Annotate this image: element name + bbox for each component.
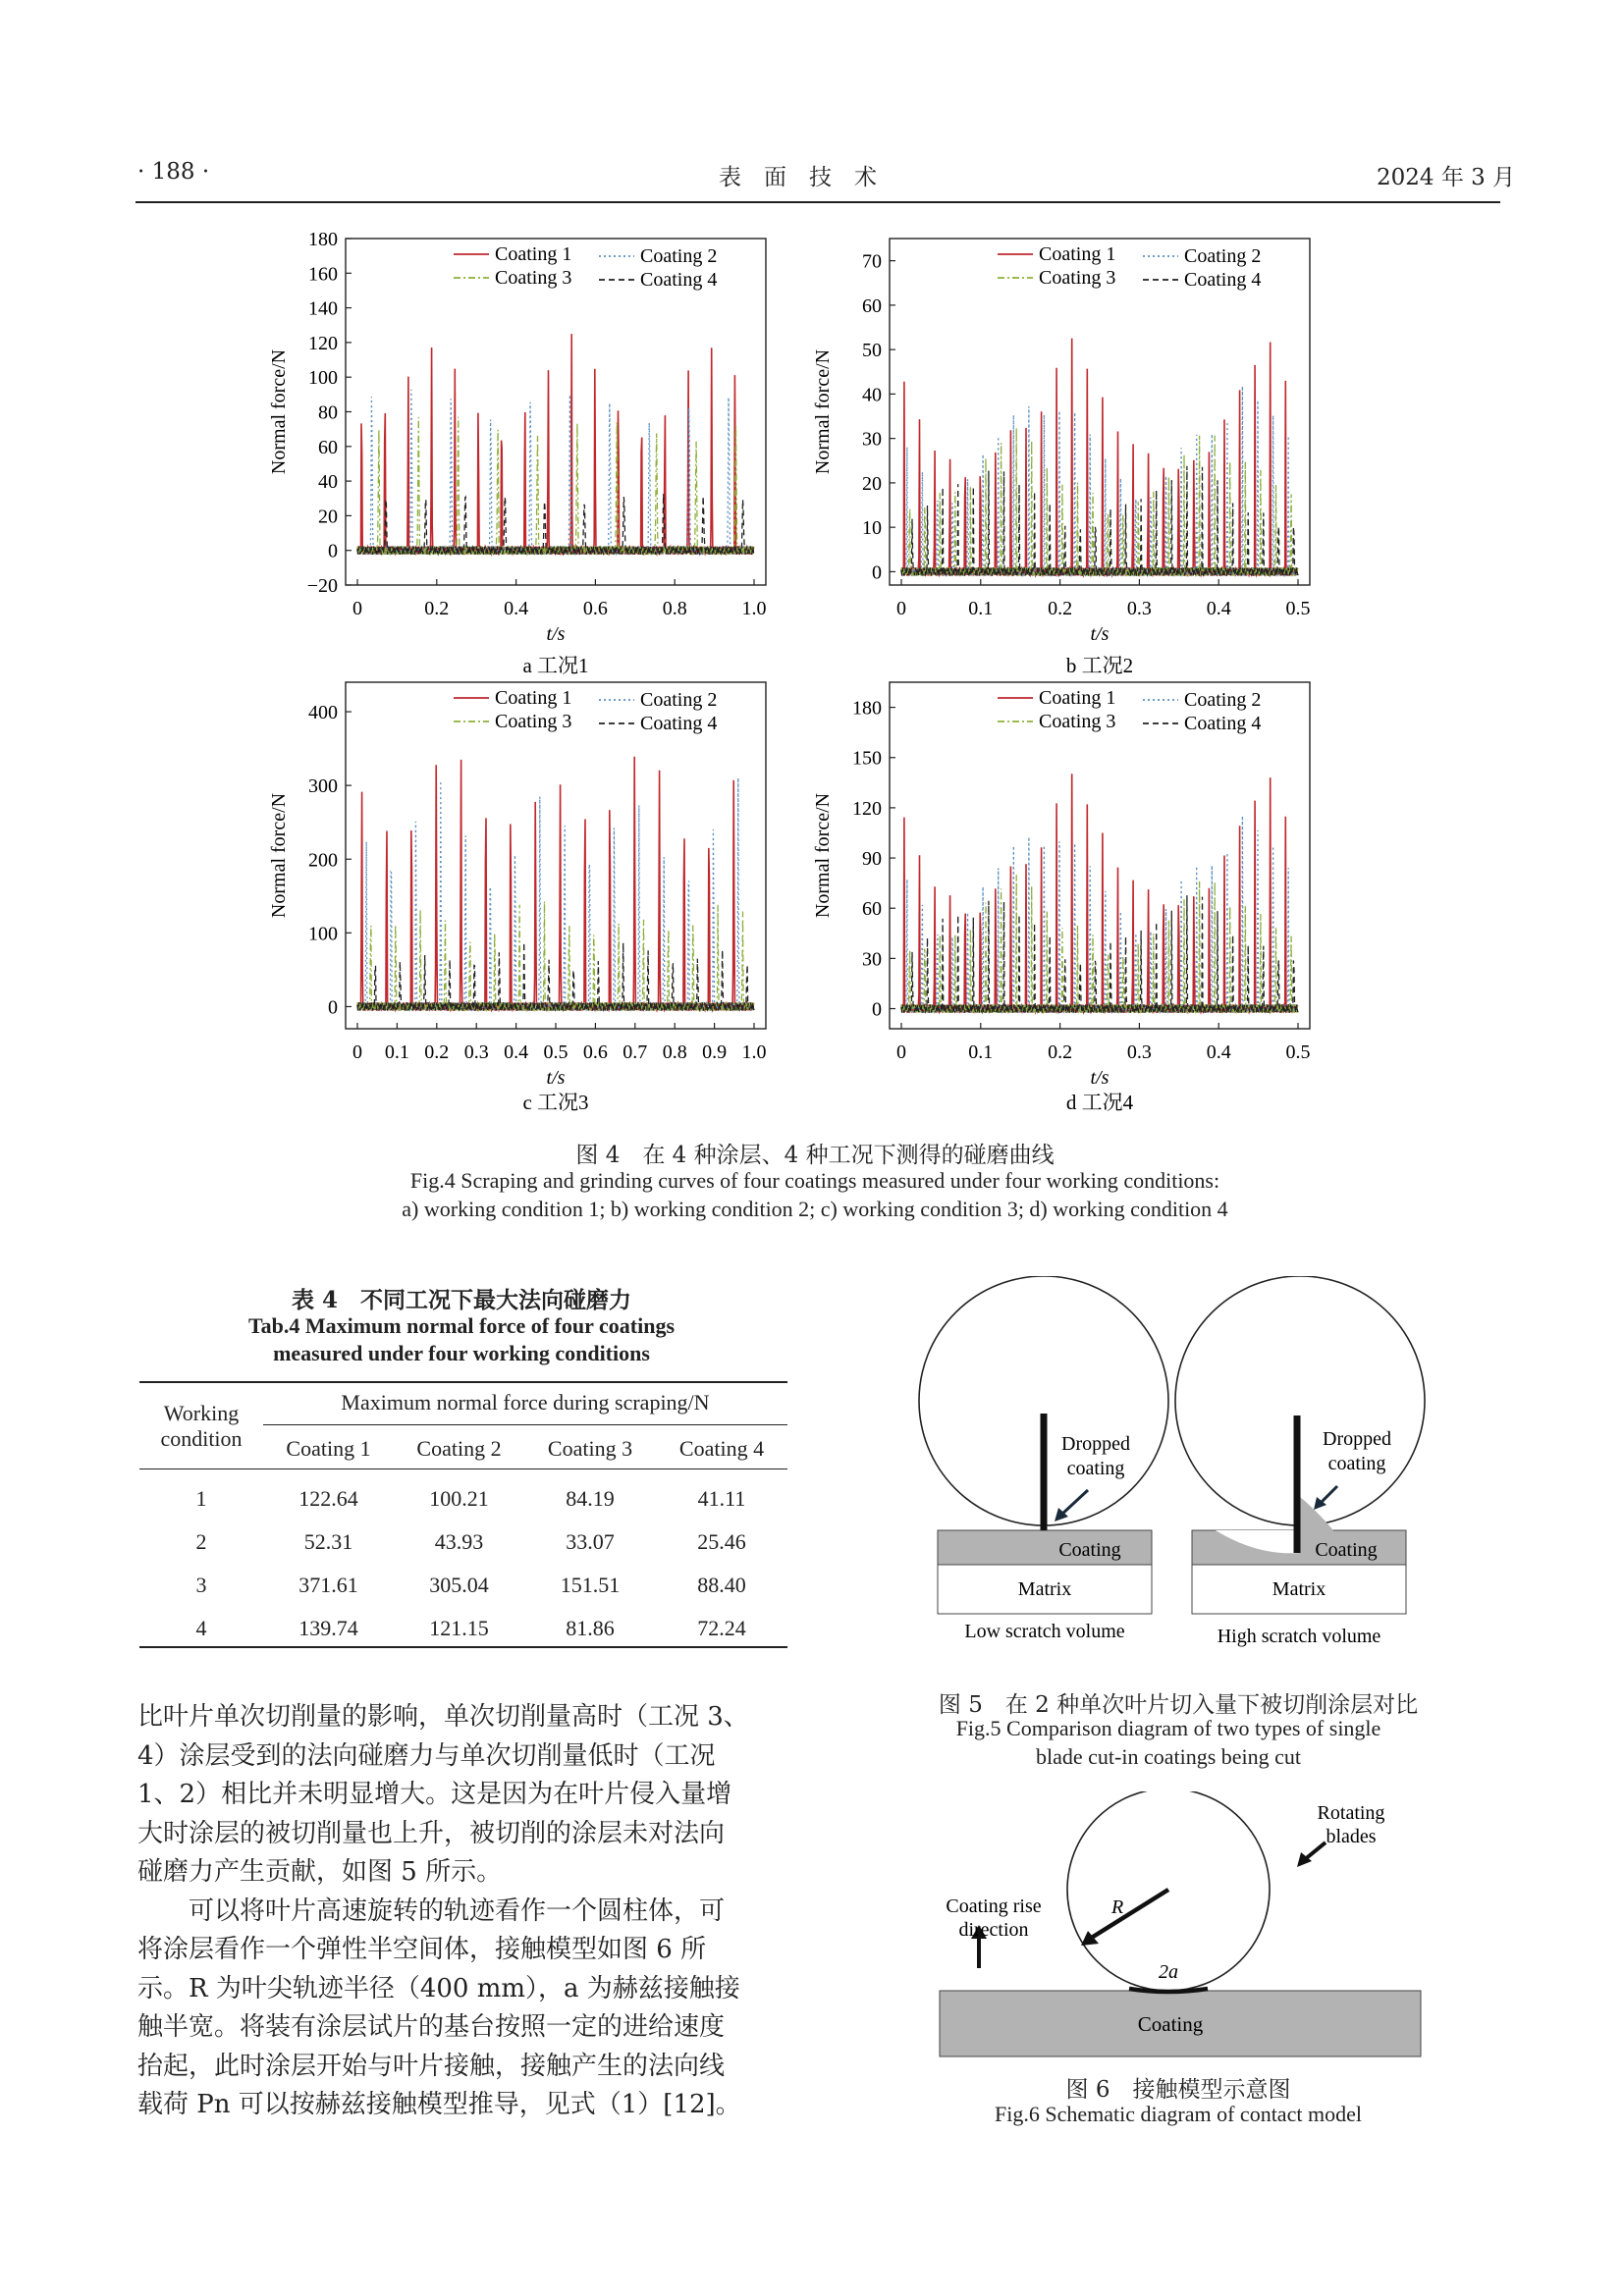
body-line: 抬起，此时涂层开始与叶片接触，接触产生的法向线 xyxy=(137,2051,726,2081)
page-number: · 188 · xyxy=(137,159,210,185)
table-cell: 72.24 xyxy=(697,1616,746,1640)
rotating-label-2: blades xyxy=(1326,1826,1377,1847)
legend-label: Coating 4 xyxy=(1184,269,1262,291)
body-line: 可以将叶片高速旋转的轨迹看作一个圆柱体，可 xyxy=(137,1896,726,1926)
legend-label: Coating 3 xyxy=(1039,711,1116,732)
coating-label: Coating xyxy=(1137,2012,1204,2036)
x-tick-label: 0.4 xyxy=(504,1041,529,1063)
table-cell: 121.15 xyxy=(429,1616,489,1640)
rotating-label-1: Rotating xyxy=(1317,1802,1385,1824)
table-4-title-zh: 表 4 不同工况下最大法向碰磨力 xyxy=(291,1287,631,1313)
y-tick-label: 100 xyxy=(308,923,338,945)
coating-label: Coating xyxy=(1315,1539,1378,1561)
legend xyxy=(454,687,717,734)
rise-label-2: direction xyxy=(958,1919,1029,1941)
body-line: 示。R 为叶尖轨迹半径（400 mm），a 为赫兹接触接 xyxy=(137,1973,740,2003)
radius-label: R xyxy=(1111,1896,1124,1918)
y-tick-label: −20 xyxy=(306,575,338,597)
body-line: 将涂层看作一个弹性半空间体，接触模型如图 6 所 xyxy=(137,1935,707,1964)
x-tick-label: 0.1 xyxy=(968,598,994,619)
legend-label: Coating 1 xyxy=(495,687,572,709)
y-tick-label: 30 xyxy=(862,948,882,971)
table-4-col-header: Coating 1 xyxy=(286,1436,371,1461)
legend-label: Coating 4 xyxy=(1184,713,1262,734)
x-tick-label: 0.2 xyxy=(1048,1041,1073,1063)
table-4-col-header: Coating 3 xyxy=(547,1436,633,1461)
figure-5-caption-zh: 图 5 在 2 种单次叶片切入量下被切削涂层对比 xyxy=(938,1692,1419,1718)
figure-5-caption-en-2: blade cut-in coatings being cut xyxy=(1035,1744,1302,1769)
table-4-stub-header-1: Working xyxy=(163,1401,240,1425)
legend-label: Coating 1 xyxy=(1039,243,1116,265)
table-row xyxy=(139,1477,787,1521)
chart-panel-b xyxy=(812,239,1311,677)
x-tick-label: 0.8 xyxy=(662,1041,687,1063)
figure-6-diagram xyxy=(923,1791,1434,2066)
x-tick-label: 1.0 xyxy=(741,1041,767,1063)
x-tick-label: 0.1 xyxy=(384,1041,409,1063)
legend-label: Coating 3 xyxy=(1039,267,1116,289)
y-tick-label: 10 xyxy=(862,517,882,540)
x-tick-label: 0.2 xyxy=(1048,598,1073,619)
legend-label: Coating 2 xyxy=(1184,245,1262,267)
body-line: 比叶片单次切削量的影响，单次切削量高时（工况 3、 xyxy=(137,1702,749,1732)
table-4-col-header: Coating 2 xyxy=(416,1436,502,1461)
body-line: 1、2）相比并未明显增大。这是因为在叶片侵入量增 xyxy=(137,1780,732,1809)
x-tick-label: 0 xyxy=(896,598,906,619)
contact-width-label: 2a xyxy=(1159,1961,1178,1983)
table-cell: 139.74 xyxy=(298,1616,358,1640)
x-tick-label: 0.4 xyxy=(1206,598,1231,619)
low-scratch-diagram xyxy=(919,1276,1168,1642)
table-cell: 81.86 xyxy=(566,1616,615,1640)
table-cell: 41.11 xyxy=(697,1486,746,1511)
y-tick-label: 20 xyxy=(318,506,338,528)
x-tick-label: 0.6 xyxy=(582,598,608,619)
y-axis-label: Normal force/N xyxy=(268,792,290,919)
header-rule xyxy=(135,201,1500,203)
x-tick-label: 0.4 xyxy=(504,598,529,619)
y-tick-label: 200 xyxy=(308,849,338,872)
chart-panel-c xyxy=(268,682,767,1114)
legend xyxy=(998,243,1261,291)
table-cell: 4 xyxy=(195,1616,207,1640)
subplot-label: a 工况1 xyxy=(522,654,589,677)
table-4-header-row xyxy=(139,1432,787,1466)
y-tick-label: 180 xyxy=(852,697,882,720)
high-scratch-diagram xyxy=(1175,1276,1425,1647)
y-tick-label: 60 xyxy=(862,898,882,921)
body-line: 碰磨力产生贡献，如图 5 所示。 xyxy=(137,1857,503,1887)
x-tick-label: 0.9 xyxy=(702,1041,728,1063)
body-line: 触半宽。将装有涂层试片的基台按照一定的进给速度 xyxy=(137,2012,726,2042)
y-tick-label: 40 xyxy=(318,471,338,494)
subplot-label: b 工况2 xyxy=(1065,654,1134,677)
dropped-label-1: Dropped xyxy=(1061,1433,1130,1455)
y-tick-label: 100 xyxy=(308,367,338,390)
table-row xyxy=(139,1564,787,1607)
x-tick-label: 0.4 xyxy=(1206,1041,1231,1063)
y-tick-label: 300 xyxy=(308,775,338,798)
figure-4-charts xyxy=(255,221,1384,1129)
series-line-2 xyxy=(357,778,754,1011)
y-tick-label: 0 xyxy=(328,540,338,562)
legend-label: Coating 2 xyxy=(640,245,718,267)
y-axis-label: Normal force/N xyxy=(268,348,290,475)
legend-label: Coating 2 xyxy=(640,689,718,711)
x-tick-label: 0.5 xyxy=(1285,1041,1311,1063)
y-tick-label: 70 xyxy=(862,250,882,273)
y-tick-label: 60 xyxy=(862,294,882,317)
y-tick-label: 0 xyxy=(328,996,338,1019)
figure-5-diagram xyxy=(903,1276,1434,1669)
table-cell: 2 xyxy=(195,1529,207,1554)
legend xyxy=(454,243,717,291)
table-cell: 371.61 xyxy=(298,1573,358,1597)
body-text xyxy=(137,1698,795,2125)
y-tick-label: 160 xyxy=(308,263,338,286)
table-4-span-header: Maximum normal force during scraping/N xyxy=(341,1390,710,1415)
x-tick-label: 0 xyxy=(352,1041,362,1063)
table-cell: 151.51 xyxy=(560,1573,621,1597)
x-axis-label: t/s xyxy=(1090,623,1110,645)
y-axis-label: Normal force/N xyxy=(812,792,834,919)
table-cell: 84.19 xyxy=(566,1486,615,1511)
subplot-label: c 工况3 xyxy=(522,1091,589,1114)
high-scratch-label: High scratch volume xyxy=(1217,1626,1381,1647)
x-axis-label: t/s xyxy=(1090,1067,1110,1089)
x-tick-label: 0.6 xyxy=(582,1041,608,1063)
figure-5-caption-en-1: Fig.5 Comparison diagram of two types of single xyxy=(955,1716,1381,1740)
y-tick-label: 90 xyxy=(862,848,882,871)
x-tick-label: 0.2 xyxy=(424,598,450,619)
y-tick-label: 150 xyxy=(852,747,882,770)
y-tick-label: 40 xyxy=(862,384,882,406)
y-tick-label: 30 xyxy=(862,428,882,451)
series-line-4 xyxy=(357,942,754,1011)
series-line-3 xyxy=(357,901,754,1010)
y-tick-label: 400 xyxy=(308,702,338,724)
chart-panel-d xyxy=(812,682,1311,1114)
table-cell: 305.04 xyxy=(429,1573,489,1597)
x-tick-label: 0.2 xyxy=(424,1041,450,1063)
series-line-1 xyxy=(901,774,1298,1013)
y-axis-label: Normal force/N xyxy=(812,348,834,475)
legend-label: Coating 2 xyxy=(1184,689,1262,711)
y-tick-label: 20 xyxy=(862,472,882,495)
table-cell: 43.93 xyxy=(434,1529,484,1554)
x-tick-label: 0.3 xyxy=(1126,598,1152,619)
low-scratch-label: Low scratch volume xyxy=(964,1621,1125,1642)
x-tick-label: 0.3 xyxy=(463,1041,489,1063)
table-cell: 1 xyxy=(195,1486,207,1511)
table-cell: 122.64 xyxy=(298,1486,358,1511)
series-line-1 xyxy=(357,334,754,555)
matrix-label: Matrix xyxy=(1017,1578,1072,1600)
x-tick-label: 0.7 xyxy=(623,1041,648,1063)
x-axis-label: t/s xyxy=(546,1067,566,1089)
figure-4-caption-en-2: a) working condition 1; b) working condition 2; c) working condition 3; d) working condition 4 xyxy=(402,1197,1228,1221)
dropped-label-2: coating xyxy=(1327,1453,1386,1474)
table-row xyxy=(139,1607,787,1650)
y-tick-label: 120 xyxy=(852,797,882,820)
x-tick-label: 0 xyxy=(896,1041,906,1063)
coating-label: Coating xyxy=(1058,1539,1121,1561)
table-4-title-en-2: measured under four working conditions xyxy=(273,1341,650,1365)
body-line: 大时涂层的被切削量也上升，被切削的涂层未对法向 xyxy=(137,1818,726,1848)
dropped-label-1: Dropped xyxy=(1323,1428,1391,1450)
legend-label: Coating 3 xyxy=(495,267,572,289)
legend xyxy=(998,687,1261,734)
rise-label-1: Coating rise xyxy=(946,1896,1042,1917)
table-cell: 100.21 xyxy=(429,1486,489,1511)
issue-date: 2024 年 3 月 xyxy=(1377,165,1516,190)
figure-4-caption-zh: 图 4 在 4 种涂层、4 种工况下测得的碰磨曲线 xyxy=(575,1143,1055,1168)
x-axis-label: t/s xyxy=(546,623,566,645)
chart-panel-a xyxy=(268,229,767,677)
legend-label: Coating 3 xyxy=(495,711,572,732)
legend-label: Coating 1 xyxy=(495,243,572,265)
table-cell: 88.40 xyxy=(697,1573,746,1597)
x-tick-label: 0.5 xyxy=(543,1041,568,1063)
y-tick-label: 60 xyxy=(318,436,338,458)
table-4-stub-header-2: condition xyxy=(160,1426,243,1451)
x-tick-label: 0.8 xyxy=(662,598,687,619)
figure-6-caption-en: Fig.6 Schematic diagram of contact model xyxy=(995,2102,1362,2126)
body-line: 4）涂层受到的法向碰磨力与单次切削量低时（工况 xyxy=(137,1740,716,1771)
table-4-col-header: Coating 4 xyxy=(678,1436,765,1461)
series-line-1 xyxy=(901,339,1298,576)
series-line-3 xyxy=(357,417,754,555)
legend-label: Coating 1 xyxy=(1039,687,1116,709)
legend-label: Coating 4 xyxy=(640,713,718,734)
y-tick-label: 0 xyxy=(872,998,882,1021)
x-tick-label: 0.5 xyxy=(1285,598,1311,619)
table-cell: 3 xyxy=(195,1573,207,1597)
x-tick-label: 0.1 xyxy=(968,1041,994,1063)
subplot-label: d 工况4 xyxy=(1065,1091,1134,1114)
y-tick-label: 140 xyxy=(308,297,338,320)
y-tick-label: 120 xyxy=(308,332,338,354)
x-tick-label: 0.3 xyxy=(1126,1041,1152,1063)
y-tick-label: 80 xyxy=(318,401,338,424)
figure-4-caption-en-1: Fig.4 Scraping and grinding curves of four coatings measured under four working conditions: xyxy=(409,1168,1220,1193)
y-tick-label: 180 xyxy=(308,229,338,250)
table-cell: 25.46 xyxy=(697,1529,746,1554)
legend-label: Coating 4 xyxy=(640,269,718,291)
y-tick-label: 0 xyxy=(872,561,882,584)
x-tick-label: 1.0 xyxy=(741,598,767,619)
table-cell: 52.31 xyxy=(303,1529,353,1554)
contact-width-arc xyxy=(1129,1989,1208,1992)
matrix-label: Matrix xyxy=(1272,1578,1326,1600)
y-tick-label: 50 xyxy=(862,340,882,362)
table-4-grid xyxy=(139,1432,787,1650)
table-4-title-en-1: Tab.4 Maximum normal force of four coatings xyxy=(247,1313,676,1338)
dropped-label-2: coating xyxy=(1066,1458,1125,1479)
figure-6-caption-zh: 图 6 接触模型示意图 xyxy=(1065,2077,1291,2103)
body-line: 载荷 Pn 可以按赫兹接触模型推导，见式（1）[12]。 xyxy=(137,2090,741,2119)
x-tick-label: 0 xyxy=(352,598,362,619)
table-row xyxy=(139,1521,787,1564)
radius-line xyxy=(1090,1890,1168,1939)
journal-title: 表 面 技 术 xyxy=(719,165,877,190)
table-cell: 33.07 xyxy=(566,1529,615,1554)
